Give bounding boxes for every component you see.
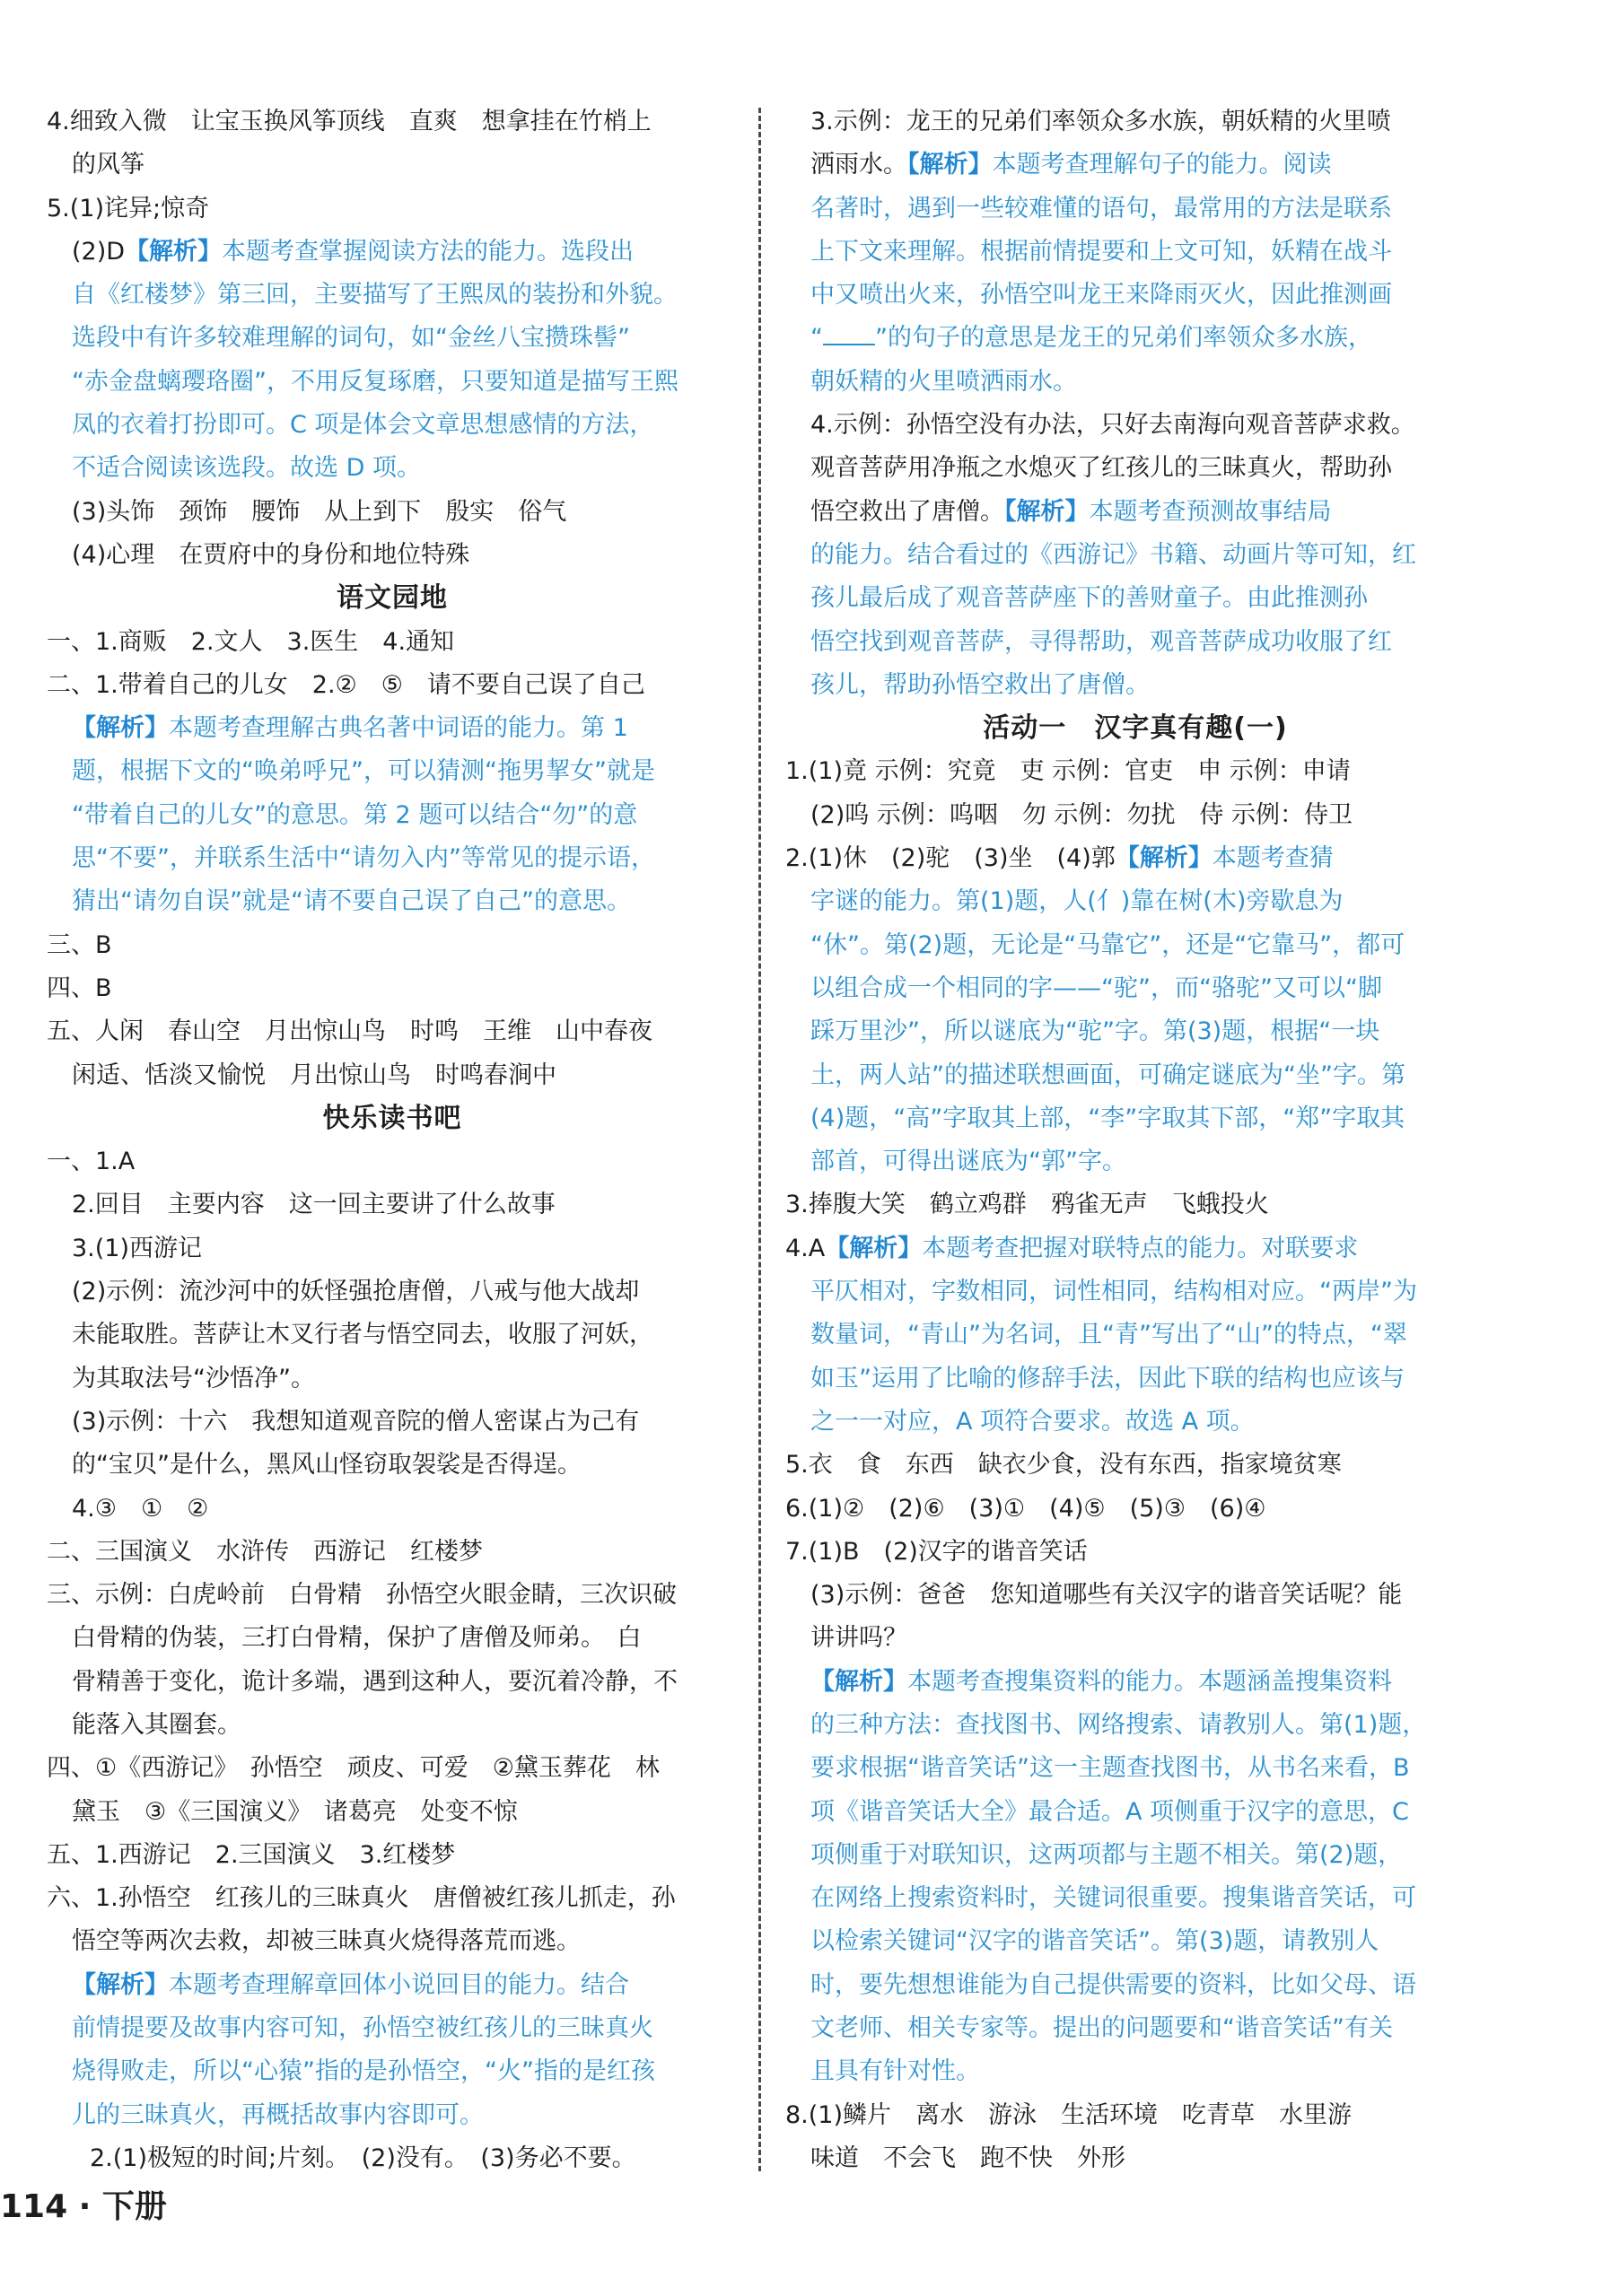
- text-line: 平仄相对，字数相同，词性相同，结构相对应。“两岸”为: [810, 1278, 1417, 1306]
- analysis-tag: 【解析】: [907, 151, 993, 179]
- text-line: 闲适、恬淡又愉悦 月出惊山鸟 时鸣春涧中: [72, 1061, 556, 1089]
- text-line: 6.(1)② (2)⑥ (3)① (4)⑤ (5)③ (6)④: [785, 1494, 1266, 1523]
- text-line: 未能取胜。菩萨让木叉行者与悟空同去，收服了河妖，: [72, 1321, 653, 1349]
- text-line: 一、1.商贩 2.文人 3.医生 4.通知: [47, 627, 455, 656]
- analysis-text: 本题考查理解古典名著中词语的能力。第 1: [169, 714, 628, 743]
- text-line: 白骨精的伪装，三打白骨精，保护了唐僧及师弟。 白: [72, 1624, 642, 1653]
- text-line: 2.(1)极短的时间;片刻。 (2)没有。 (3)务必不要。: [90, 2143, 636, 2172]
- answer-text: 洒雨水。: [810, 151, 907, 179]
- text-line: 三、示例：白虎岭前 白骨精 孙悟空火眼金睛，三次识破: [47, 1581, 677, 1610]
- text-line: 悟空等两次去救，却被三昧真火烧得落荒而逃。: [72, 1927, 581, 1956]
- text-line: [785, 837, 1485, 880]
- text-line: 以检索关键词“汉字的谐音笑话”。第(3)题，请教别人: [810, 1927, 1379, 1956]
- text-line: 4.示例：孙悟空没有办法，只好去南海向观音菩萨求救。: [810, 411, 1415, 440]
- text-line: 四、B: [47, 973, 112, 1002]
- text-line: 烧得败走，所以“心猿”指的是孙悟空，“火”指的是红孩: [72, 2057, 655, 2086]
- text-line: 且具有针对性。: [810, 2057, 980, 2086]
- analysis-text: 本题考查理解章回体小说回目的能力。结合: [169, 1970, 629, 1999]
- text-line: 能落入其圈套。: [72, 1710, 241, 1739]
- text-line: [785, 491, 1485, 534]
- text-line: 5.衣 食 东西 缺衣少食，没有东西，指家境贫寒: [785, 1451, 1342, 1480]
- text-line: 如玉”运用了比喻的修辞手法，因此下联的结构也应该与: [810, 1364, 1405, 1392]
- underline-blank: [823, 322, 875, 345]
- text-line: 文老师、相关专家等。提出的问题要和“谐音笑话”有关: [810, 2014, 1393, 2043]
- text-line: (3)示例：爸爸 您知道哪些有关汉字的谐音笑话呢？能: [810, 1581, 1403, 1610]
- text-line: “赤金盘螭璎珞圈”，不用反复琢磨，只要知道是描写王熙: [72, 367, 679, 396]
- text-line: 字谜的能力。第(1)题，人(亻)靠在树(木)旁歇息为: [810, 887, 1344, 916]
- text-line: 三、B: [47, 930, 112, 959]
- text-line: 选段中有许多较难理解的词句，如“金丝八宝攒珠髻”: [72, 324, 630, 353]
- text-line: 二、三国演义 水浒传 西游记 红楼梦: [47, 1537, 483, 1566]
- text-line: 孩儿最后成了观音菩萨座下的善财童子。由此推测孙: [810, 584, 1368, 613]
- text-line: 以组合成一个相同的字——“驼”，而“骆驼”又可以“脚: [810, 973, 1382, 1002]
- text-line: 五、人闲 春山空 月出惊山鸟 时鸣 王维 山中春夜: [47, 1017, 652, 1046]
- text-line: “休”。第(2)题，无论是“马靠它”，还是“它靠马”，都可: [810, 930, 1405, 959]
- left-column: [47, 100, 738, 2180]
- answer-text: 悟空救出了唐僧。: [810, 497, 1004, 526]
- text-line: 前情提要及故事内容可知，孙悟空被红孩儿的三昧真火: [72, 2014, 653, 2043]
- text-line: [47, 231, 738, 274]
- text-line: “带着自己的儿女”的意思。第 2 题可以结合“勿”的意: [72, 800, 638, 829]
- text-line: 自《红楼梦》第三回，主要描写了王熙凤的装扮和外貌。: [72, 281, 678, 310]
- text-line: 3.捧腹大笑 鹤立鸡群 鸦雀无声 飞蛾投火: [785, 1191, 1269, 1219]
- text-line: 2.回目 主要内容 这一回主要讲了什么故事: [72, 1191, 556, 1219]
- text-line: 部首，可得出谜底为“郭”字。: [810, 1148, 1126, 1176]
- text-line: 黛玉 ③《三国演义》 诸葛亮 处变不惊: [72, 1797, 518, 1826]
- analysis-tag: 【解析】: [72, 1970, 169, 1999]
- analysis-tag: 【解析】: [72, 714, 169, 743]
- text-line: 上下文来理解。根据前情提要和上文可知，妖精在战斗: [810, 237, 1392, 266]
- text-line: 一、1.A: [47, 1148, 136, 1176]
- text-line: 项《谐音笑话大全》最合适。A 项侧重于汉字的意思，C: [810, 1797, 1409, 1826]
- analysis-tag: 【解析】: [1004, 497, 1090, 526]
- text-line: 六、1.孙悟空 红孩儿的三昧真火 唐僧被红孩儿抓走，孙: [47, 1884, 676, 1913]
- text-line: 要求根据“谐音笑话”这一主题查找图书，从书名来看，B: [810, 1754, 1410, 1783]
- text-line: 1.(1)竟 示例：究竟 吏 示例：官吏 申 示例：申请: [785, 757, 1351, 786]
- text-line: 8.(1)鳞片 离水 游泳 生活环境 吃青草 水里游: [785, 2100, 1353, 2129]
- analysis-tag: 【解析】: [1115, 844, 1213, 873]
- section-heading: 活动一 汉字真有趣(一): [983, 712, 1288, 745]
- text-line: 朝妖精的火里喷洒雨水。: [810, 367, 1077, 396]
- text-line: 题，根据下文的“唤弟呼兄”，可以猜测“拖男挈女”就是: [72, 757, 655, 786]
- text-line: [785, 1227, 1485, 1270]
- text-line: 项侧重于对联知识，这两项都与主题不相关。第(2)题，: [810, 1840, 1403, 1869]
- analysis-text: 本题考查掌握阅读方法的能力。选段出: [222, 237, 635, 266]
- answer-text: 4.A: [785, 1234, 826, 1262]
- analysis-text: “: [810, 324, 823, 353]
- analysis-text: 本题考查搜集资料的能力。本题涵盖搜集资料: [907, 1667, 1392, 1696]
- text-line: 观音菩萨用净瓶之水熄灭了红孩儿的三昧真火，帮助孙: [810, 454, 1392, 483]
- text-line: 的“宝贝”是什么，黑风山怪窃取袈裟是否得逞。: [72, 1451, 582, 1480]
- analysis-text: ”的句子的意思是龙王的兄弟们率领众多水族，: [875, 324, 1372, 353]
- text-line: 思“不要”，并联系生活中“请勿入内”等常见的提示语，: [72, 844, 655, 873]
- answer-text: 2.(1)休 (2)驼 (3)坐 (4)郭: [785, 844, 1116, 873]
- text-line: 踩万里沙”，所以谜底为“驼”字。第(3)题，根据“一块: [810, 1017, 1380, 1046]
- text-line: 猜出“请勿自误”就是“请不要自己误了自己”的意思。: [72, 887, 631, 916]
- text-line: (4)题，“高”字取其上部，“李”字取其下部，“郑”字取其: [810, 1104, 1405, 1132]
- text-line: 的风筝: [72, 151, 144, 179]
- text-line: 骨精善于变化，诡计多端，遇到这种人，要沉着冷静，不: [72, 1667, 678, 1696]
- text-line: 讲讲吗？: [810, 1624, 907, 1653]
- column-divider: [758, 108, 761, 2171]
- text-line: 3.示例：龙王的兄弟们率领众多水族，朝妖精的火里喷: [810, 108, 1391, 135]
- text-line: 4.细致入微 让宝玉换风筝顶线 直爽 想拿挂在竹梢上: [47, 108, 652, 135]
- text-line: 凤的衣着打扮即可。C 项是体会文章思想感情的方法，: [72, 411, 654, 440]
- text-line: [785, 1661, 1485, 1704]
- analysis-text: 本题考查预测故事结局: [1089, 497, 1332, 526]
- text-line: (4)心理 在贾府中的身份和地位特殊: [72, 540, 470, 569]
- text-line: 之一一对应，A 项符合要求。故选 A 项。: [810, 1407, 1255, 1436]
- text-line: 4.③ ① ②: [72, 1494, 209, 1523]
- text-line: 3.(1)西游记: [72, 1234, 203, 1262]
- analysis-text: 本题考查把握对联特点的能力。对联要求: [922, 1234, 1359, 1262]
- analysis-text: 本题考查理解句子的能力。阅读: [992, 151, 1332, 179]
- text-line: (3)头饰 颈饰 腰饰 从上到下 殷实 俗气: [72, 497, 567, 526]
- text-line: [785, 144, 1485, 187]
- text-line: 在网络上搜索资料时，关键词很重要。搜集谐音笑话，可: [810, 1884, 1416, 1913]
- text-line: 五、1.西游记 2.三国演义 3.红楼梦: [47, 1840, 456, 1869]
- text-line: 名著时，遇到一些较难懂的语句，最常用的方法是联系: [810, 194, 1392, 223]
- text-line: 的能力。结合看过的《西游记》书籍、动画片等可知，红: [810, 540, 1416, 569]
- text-line: 四、①《西游记》 孙悟空 顽皮、可爱 ②黛玉葬花 林: [47, 1754, 660, 1783]
- right-column: [785, 100, 1485, 2180]
- text-line: [785, 317, 1485, 360]
- answer-text: (2)D: [72, 237, 126, 266]
- text-line: 为其取法号“沙悟净”。: [72, 1364, 315, 1392]
- text-line: 5.(1)诧异;惊奇: [47, 194, 210, 223]
- text-line: 味道 不会飞 跑不快 外形: [810, 2143, 1125, 2172]
- text-line: 不适合阅读该选段。故选 D 项。: [72, 454, 421, 483]
- page-number: 114 · 下册: [0, 2188, 167, 2225]
- text-line: [47, 707, 738, 750]
- text-line: 7.(1)B (2)汉字的谐音笑话: [785, 1537, 1088, 1566]
- text-line: (2)呜 示例：呜咽 勿 示例：勿扰 侍 示例：侍卫: [810, 800, 1353, 829]
- text-line: 孩儿，帮助孙悟空救出了唐僧。: [810, 670, 1150, 699]
- analysis-tag: 【解析】: [810, 1667, 907, 1696]
- section-heading: 语文园地: [337, 582, 448, 615]
- text-line: 数量词，“青山”为名词，且“青”写出了“山”的特点，“翠: [810, 1321, 1407, 1349]
- text-line: (3)示例：十六 我想知道观音院的僧人密谋占为己有: [72, 1407, 640, 1436]
- text-line: 悟空找到观音菩萨，寻得帮助，观音菩萨成功收服了红: [810, 627, 1392, 656]
- text-line: (2)示例：流沙河中的妖怪强抢唐僧，八戒与他大战却: [72, 1278, 640, 1306]
- text-line: 儿的三昧真火，再概括故事内容即可。: [72, 2100, 484, 2129]
- analysis-tag: 【解析】: [125, 237, 223, 266]
- text-line: 二、1.带着自己的儿女 2.② ⑤ 请不要自己误了自己: [47, 670, 645, 699]
- text-line: 土，两人站”的描述联想画面，可确定谜底为“坐”字。第: [810, 1061, 1405, 1089]
- analysis-tag: 【解析】: [825, 1234, 923, 1262]
- analysis-text: 本题考查猜: [1212, 844, 1334, 873]
- text-line: 时，要先想想谁能为自己提供需要的资料，比如父母、语: [810, 1970, 1416, 1999]
- text-line: [47, 1964, 738, 2007]
- section-heading: 快乐读书吧: [322, 1102, 462, 1134]
- text-line: 中又喷出火来，孙悟空叫龙王来降雨灭火，因此推测画: [810, 281, 1392, 310]
- text-line: 的三种方法：查找图书、网络搜索、请教别人。第(1)题，: [810, 1710, 1427, 1739]
